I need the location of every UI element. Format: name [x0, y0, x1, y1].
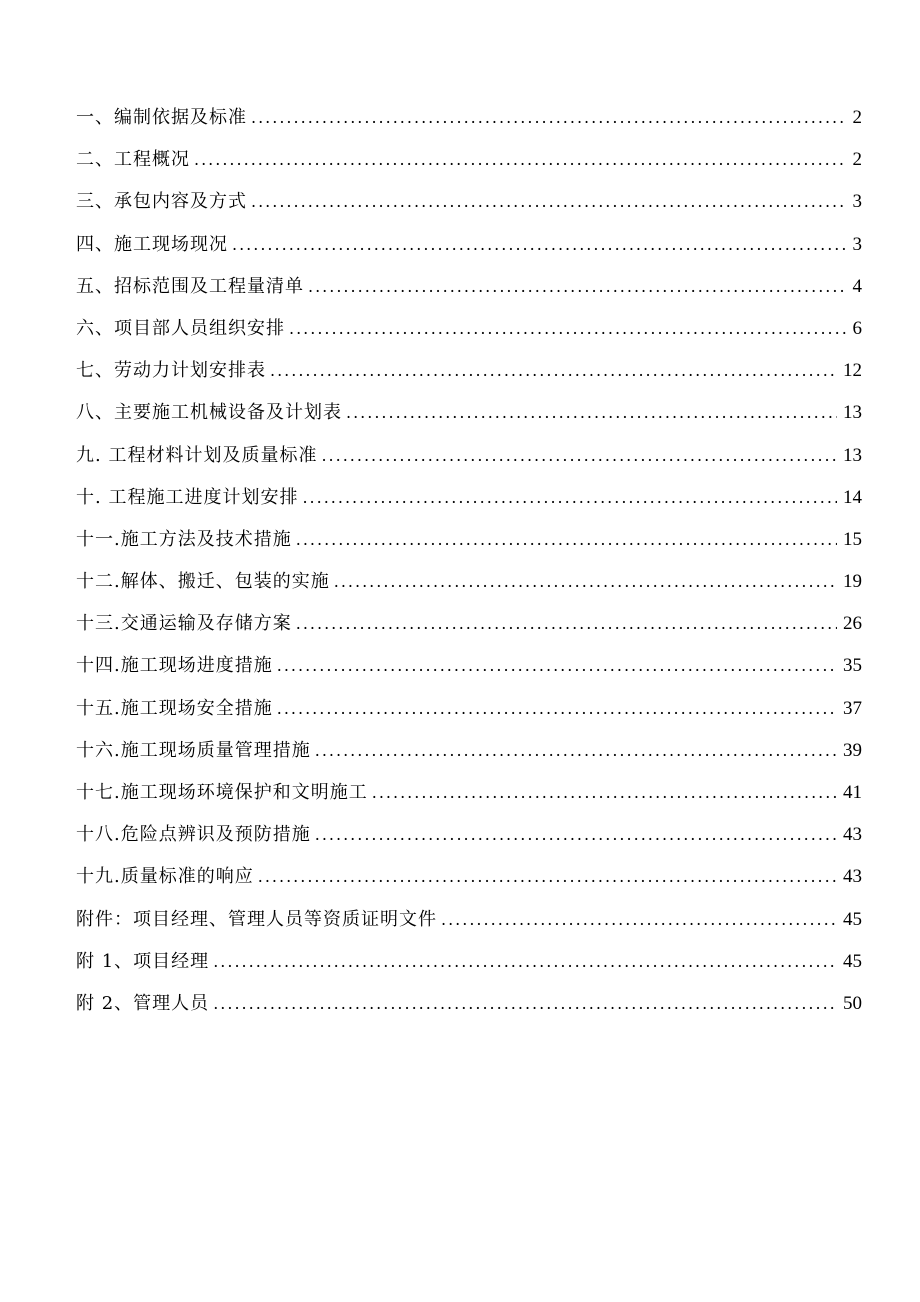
dot-leader — [308, 266, 847, 308]
dot-leader — [372, 772, 837, 814]
toc-entry-title: 附 1、项目经理 — [76, 950, 210, 972]
toc-entry-title: 一、编制依据及标准 — [76, 107, 247, 128]
toc-entry-page: 19 — [843, 571, 862, 593]
toc-entry-title: 十八.危险点辨识及预防措施 — [76, 824, 311, 846]
toc-entry-title: 十四.施工现场进度措施 — [76, 655, 273, 677]
toc-entry-title: 附 2、管理人员 — [76, 992, 210, 1014]
dot-leader — [321, 435, 837, 477]
dot-leader — [270, 350, 837, 392]
toc-entry-page: 2 — [852, 149, 862, 171]
toc-entry-page: 14 — [843, 486, 862, 508]
toc-entry-page: 13 — [843, 402, 862, 424]
toc-entry[interactable] — [76, 899, 862, 941]
toc-entry[interactable] — [76, 181, 862, 223]
dot-leader — [296, 603, 837, 645]
toc-entry-title: 十七.施工现场环境保护和文明施工 — [76, 782, 368, 803]
toc-entry[interactable] — [76, 645, 862, 687]
toc-entry-page: 45 — [843, 950, 862, 972]
toc-entry-title: 十一.施工方法及技术措施 — [76, 528, 292, 550]
toc-entry-page: 50 — [843, 992, 862, 1014]
dot-leader — [296, 519, 837, 561]
toc-entry[interactable] — [76, 392, 862, 434]
toc-entry[interactable] — [76, 603, 862, 645]
toc-entry[interactable] — [76, 856, 862, 898]
toc-entry-page: 15 — [843, 528, 862, 550]
dot-leader — [277, 645, 837, 687]
toc-entry-page: 3 — [852, 233, 862, 255]
toc-entry-title: 三、承包内容及方式 — [76, 191, 247, 213]
toc-entry[interactable] — [76, 772, 862, 814]
toc-entry[interactable] — [76, 266, 862, 308]
toc-entry-page: 37 — [843, 697, 862, 719]
toc-entry[interactable] — [76, 224, 862, 266]
toc-entry[interactable] — [76, 477, 862, 519]
dot-leader — [258, 856, 837, 898]
toc-entry[interactable] — [76, 139, 862, 181]
toc-entry-title: 十五.施工现场安全措施 — [76, 697, 273, 719]
toc-entry-page: 35 — [843, 655, 862, 677]
toc-entry-title: 九. 工程材料计划及质量标准 — [76, 444, 318, 466]
toc-entry-page: 3 — [852, 191, 862, 213]
toc-entry-page: 41 — [843, 782, 862, 803]
dot-leader — [213, 941, 837, 983]
dot-leader — [346, 392, 837, 434]
toc-entry-title: 十. 工程施工进度计划安排 — [76, 486, 299, 508]
toc-entry-title: 十六.施工现场质量管理措施 — [76, 739, 311, 761]
dot-leader — [251, 181, 847, 223]
toc-entry-page: 6 — [852, 317, 862, 339]
toc-entry[interactable] — [76, 561, 862, 603]
toc-entry-title: 四、施工现场现况 — [76, 233, 228, 255]
toc-entry[interactable] — [76, 730, 862, 772]
dot-leader — [289, 308, 847, 350]
dot-leader — [315, 730, 837, 772]
toc-entry[interactable] — [76, 350, 862, 392]
dot-leader — [232, 224, 847, 266]
toc-entry[interactable] — [76, 97, 862, 139]
toc-entry-title: 附件：项目经理、管理人员等资质证明文件 — [76, 908, 437, 930]
table-of-contents — [76, 97, 862, 1025]
toc-entry-title: 八、主要施工机械设备及计划表 — [76, 402, 342, 424]
toc-entry-page: 39 — [843, 739, 862, 761]
toc-entry[interactable] — [76, 308, 862, 350]
toc-entry-page: 13 — [843, 444, 862, 466]
toc-entry-title: 十九.质量标准的响应 — [76, 866, 254, 888]
dot-leader — [441, 899, 837, 941]
toc-entry-page: 4 — [852, 275, 862, 297]
toc-entry[interactable] — [76, 814, 862, 856]
toc-entry-title: 六、项目部人员组织安排 — [76, 317, 285, 339]
toc-entry-page: 43 — [843, 824, 862, 846]
toc-entry[interactable] — [76, 519, 862, 561]
toc-entry-page: 2 — [852, 107, 862, 128]
toc-entry-page: 26 — [843, 613, 862, 635]
dot-leader — [277, 688, 837, 730]
toc-entry[interactable] — [76, 941, 862, 983]
dot-leader — [194, 139, 847, 181]
toc-entry-title: 七、劳动力计划安排表 — [76, 360, 266, 382]
toc-entry-title: 二、工程概况 — [76, 149, 190, 171]
toc-entry-page: 45 — [843, 908, 862, 930]
toc-entry-title: 五、招标范围及工程量清单 — [76, 275, 304, 297]
dot-leader — [302, 477, 837, 519]
toc-entry[interactable] — [76, 983, 862, 1025]
dot-leader — [251, 97, 847, 139]
dot-leader — [315, 814, 837, 856]
dot-leader — [334, 561, 837, 603]
toc-entry[interactable] — [76, 435, 862, 477]
toc-entry-page: 43 — [843, 866, 862, 888]
dot-leader — [213, 983, 837, 1025]
toc-entry-page: 12 — [843, 360, 862, 382]
toc-entry[interactable] — [76, 688, 862, 730]
toc-entry-title: 十三.交通运输及存储方案 — [76, 613, 292, 635]
toc-entry-title: 十二.解体、搬迁、包装的实施 — [76, 571, 330, 593]
